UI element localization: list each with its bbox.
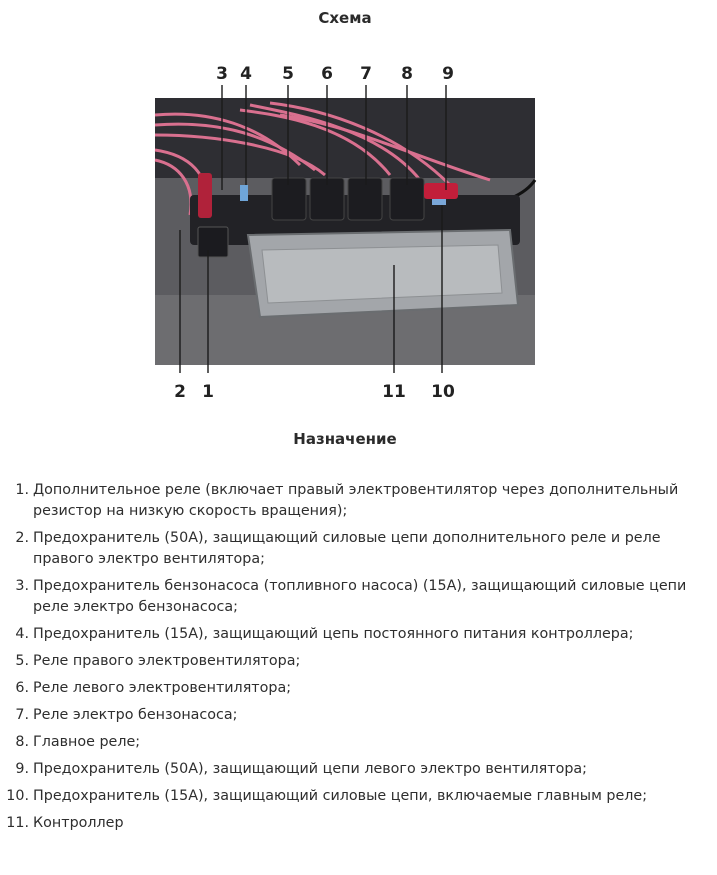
relay-1	[198, 227, 228, 257]
component-list	[0, 480, 712, 840]
callout-4: 4	[240, 64, 252, 84]
callout-1: 1	[202, 382, 214, 402]
list-item	[15, 576, 712, 618]
list-item	[15, 705, 712, 726]
list-item-text: Дополнительное реле (включает правый электровентилятор через дополнительный резистор на низкую скорость вращения);	[33, 482, 679, 519]
list-item-text: Предохранитель (15А), защищающий цепь постоянного питания контроллера;	[33, 626, 634, 642]
callout-7: 7	[360, 64, 372, 84]
list-item	[15, 480, 712, 522]
callout-8: 8	[401, 64, 413, 84]
list-item	[6, 786, 712, 807]
callout-11: 11	[382, 382, 406, 402]
list-item-text: Реле левого электровентилятора;	[33, 680, 292, 696]
callout-6: 6	[321, 64, 333, 84]
list-marker: 7.	[15, 707, 29, 723]
list-marker: 3.	[15, 578, 29, 594]
list-marker: 11.	[6, 815, 29, 831]
list-marker: 1.	[15, 482, 29, 498]
fuse-50a-right	[424, 183, 458, 199]
list-item	[6, 813, 712, 834]
list-marker: 5.	[15, 653, 29, 669]
list-item-text: Предохранитель бензонасоса (топливного насоса) (15А), защищающий силовые цепи реле электро бензонасоса;	[33, 578, 687, 615]
relay-5	[272, 178, 306, 220]
fuse-15a-controller	[240, 185, 248, 201]
callout-5: 5	[282, 64, 294, 84]
callout-2: 2	[174, 382, 186, 402]
list-marker: 4.	[15, 626, 29, 642]
scheme-title: Схема	[318, 9, 372, 27]
list-item-text: Реле электро бензонасоса;	[33, 707, 238, 723]
relay-7	[348, 178, 382, 220]
list-item	[15, 759, 712, 780]
callout-9: 9	[442, 64, 454, 84]
callout-10: 10	[431, 382, 455, 402]
list-item	[15, 678, 712, 699]
list-item-text: Предохранитель (15А), защищающий силовые цепи, включаемые главным реле;	[33, 788, 648, 804]
list-item-text: Главное реле;	[33, 734, 141, 750]
list-item-text: Предохранитель (50А), защищающий силовые цепи дополнительного реле и реле правого электро вентилятора;	[33, 530, 661, 567]
list-marker: 2.	[15, 530, 29, 546]
list-marker: 10.	[6, 788, 29, 804]
list-item	[15, 651, 712, 672]
callout-3: 3	[216, 64, 228, 84]
list-marker: 9.	[15, 761, 29, 777]
fuse-50a-left	[198, 173, 212, 218]
relay-block-photo	[150, 55, 550, 405]
list-marker: 6.	[15, 680, 29, 696]
purpose-title: Назначение	[293, 430, 397, 448]
list-item	[15, 624, 712, 645]
list-item	[15, 528, 712, 570]
list-item	[15, 732, 712, 753]
list-item-text: Реле правого электровентилятора;	[33, 653, 301, 669]
list-item-text: Предохранитель (50А), защищающий цепи левого электро вентилятора;	[33, 761, 588, 777]
list-item-text: Контроллер	[33, 815, 124, 831]
list-marker: 8.	[15, 734, 29, 750]
